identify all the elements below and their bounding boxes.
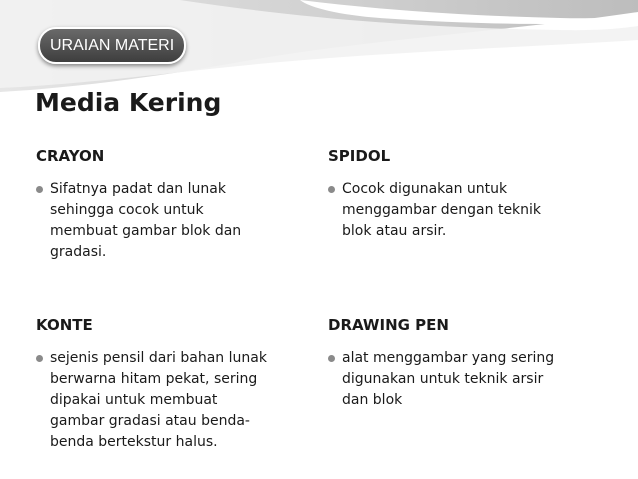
item-text: alat menggambar yang sering digunakan untuk teknik arsir dan blok bbox=[342, 350, 555, 408]
item-konte bbox=[36, 316, 306, 453]
item-heading: KONTE bbox=[36, 316, 93, 334]
item-spidol bbox=[328, 147, 598, 242]
bullet-icon bbox=[36, 186, 43, 193]
item-crayon bbox=[36, 147, 306, 263]
list-item bbox=[328, 179, 598, 242]
list-item bbox=[36, 179, 306, 263]
slide-title: Media Kering bbox=[35, 88, 222, 117]
section-badge bbox=[38, 27, 186, 64]
section-badge-label: URAIAN MATERI bbox=[50, 37, 175, 54]
item-drawing-pen bbox=[328, 316, 598, 411]
bullet-icon bbox=[36, 355, 43, 362]
bullet-icon bbox=[328, 355, 335, 362]
item-text: Sifatnya padat dan lunak sehingga cocok untuk membuat gambar blok dan gradasi. bbox=[50, 181, 242, 260]
item-text: sejenis pensil dari bahan lunak berwarna hitam pekat, sering dipakai untuk membuat gambar gradasi atau benda- benda bertekstur halus. bbox=[50, 350, 267, 450]
list-item bbox=[36, 348, 306, 453]
item-heading: SPIDOL bbox=[328, 147, 391, 165]
item-text: Cocok digunakan untuk menggambar dengan teknik blok atau arsir. bbox=[342, 181, 542, 239]
item-heading: DRAWING PEN bbox=[328, 316, 449, 334]
bullet-icon bbox=[328, 186, 335, 193]
item-heading: CRAYON bbox=[36, 147, 105, 165]
list-item bbox=[328, 348, 598, 411]
